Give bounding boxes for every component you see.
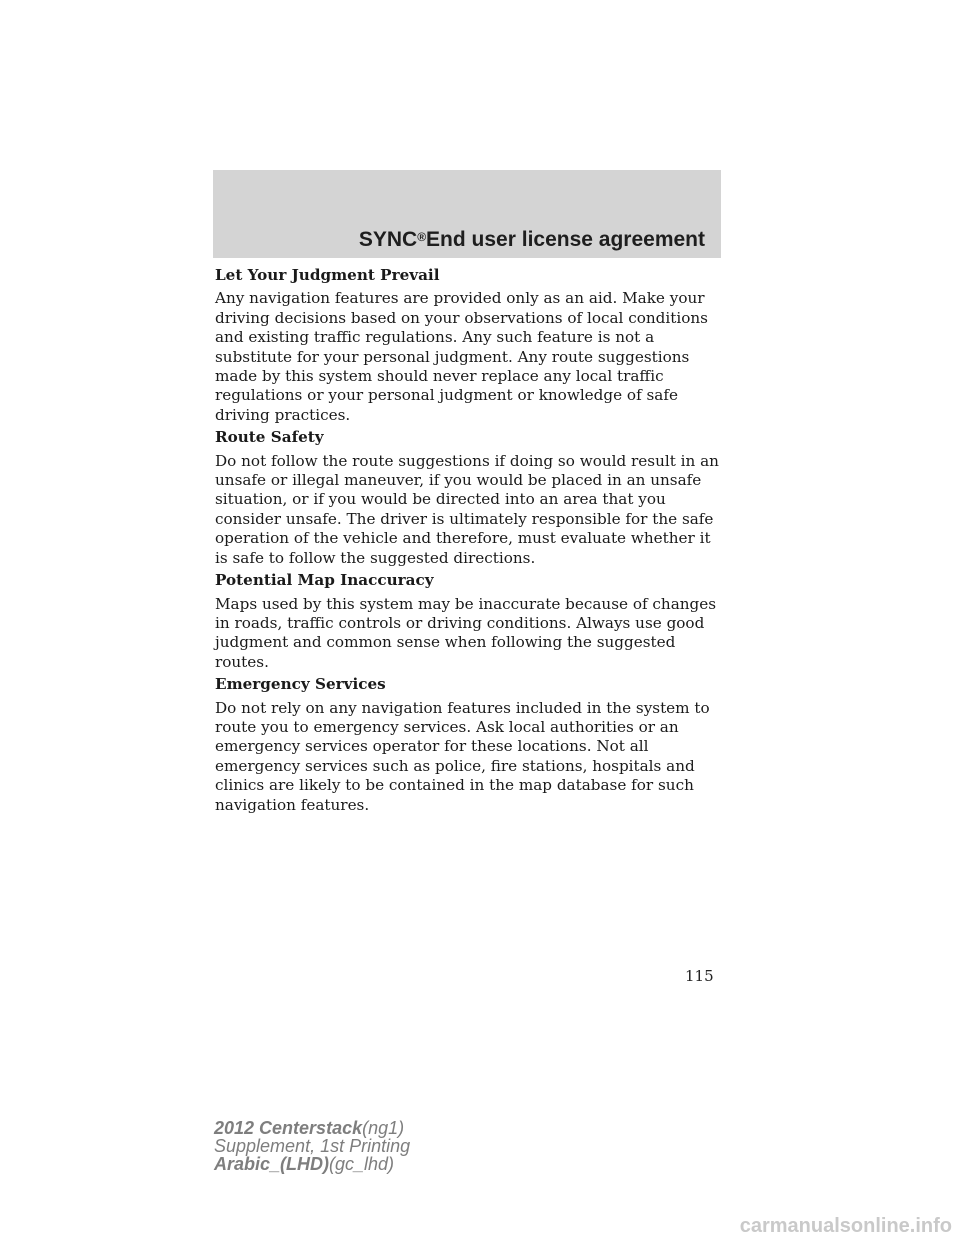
footer-market: Arabic_(LHD) xyxy=(214,1154,330,1174)
footer-line-3 xyxy=(214,1155,410,1173)
section-heading: Let Your Judgment Prevail xyxy=(215,266,440,284)
footer-line-1 xyxy=(214,1119,410,1137)
section-heading: Route Safety xyxy=(215,428,324,447)
section-heading: Potential Map Inaccuracy xyxy=(215,571,434,590)
footer-line-2: Supplement, 1st Printing xyxy=(214,1136,411,1156)
section-emergency-services xyxy=(215,675,725,815)
section-map-inaccuracy xyxy=(215,571,725,672)
section-body: Maps used by this system may be inaccurate because of changes in roads, traffic controls or driving conditions. Always use good judgment and common sense when following the suggested routes. xyxy=(215,594,717,671)
print-footer xyxy=(214,1119,410,1173)
section-judgment xyxy=(215,266,725,425)
section-title xyxy=(359,228,705,252)
section-route-safety xyxy=(215,428,725,568)
footer-market-code: (gc_lhd) xyxy=(329,1154,395,1174)
watermark: carmanualsonline.info xyxy=(739,1215,952,1237)
section-body: Do not rely on any navigation features included in the system to route you to emergency services. Ask local authorities or an emergency services operator for these locations. Not all emergency services such as police, fire stations, hospitals and clinics are likely to be contained in the map database for such navigation features. xyxy=(215,698,710,814)
title-brand: SYNC xyxy=(358,228,418,251)
footer-product: 2012 Centerstack xyxy=(214,1118,363,1138)
registered-mark: ® xyxy=(417,230,427,244)
page-number: 115 xyxy=(685,967,714,985)
section-body: Do not follow the route suggestions if doing so would result in an unsafe or illegal maneuver, if you would be placed in an unsafe situation, or if you would be directed into an area that you consider unsafe. The driver is ultimately responsible for the safe operation of the vehicle and therefore, must evaluate whether it is safe to follow the suggested directions. xyxy=(215,451,719,567)
section-body: Any navigation features are provided only as an aid. Make your driving decisions based on your observations of local conditions and existing traffic regulations. Any such feature is not a substitute for your personal judgment. Any route suggestions made by this system should never replace any local traffic regulations or your personal judgment or knowledge of safe driving practices. xyxy=(215,289,708,424)
page-content xyxy=(215,266,725,818)
footer-product-code: (ng1) xyxy=(362,1118,405,1138)
header-band xyxy=(213,170,721,258)
title-rest: End user license agreement xyxy=(426,228,705,251)
section-heading: Emergency Services xyxy=(215,675,386,694)
